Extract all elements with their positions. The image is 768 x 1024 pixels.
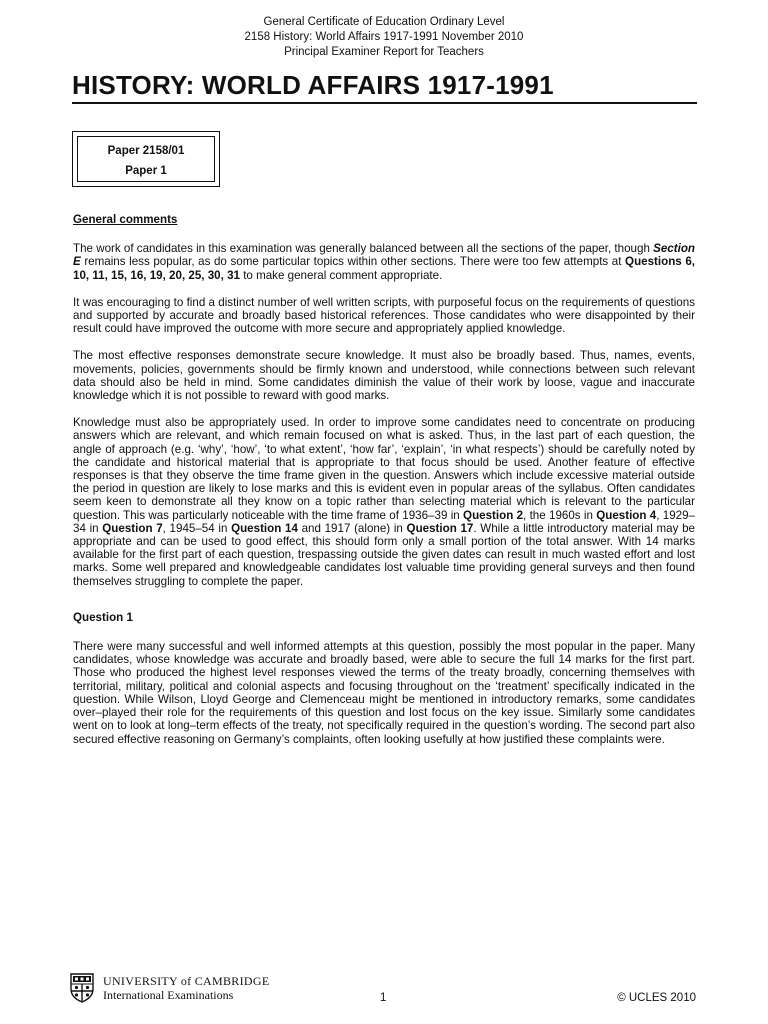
page-title: HISTORY: WORLD AFFAIRS 1917-1991 — [72, 70, 554, 100]
question-1-heading: Question 1 — [73, 610, 133, 624]
general-comments-paragraph-4: Knowledge must also be appropriately used. In order to improve some candidates need to concentrate on producing answers which are relevant, and which remain focused on what is asked. Thus, in the last part of each question, the angle of approach (e.g. ‘why’, ‘how’, ‘to what extent’, ‘how far’, ‘explain’, ‘in what respects’) should be carefully noted by the candidate and historical material that is appropriate to that focus should be used. Another feature of effective responses is that they observe the time frame given in the question. Answers which include excessive material outside the period in question are likely to lose marks and this is evident even in popular areas of the syllabus. Often candidates seem keen to demonstrate all they know on a topic rather than selecting material which is relevant to the particular question. This was particularly noticeable with the time frame of 1936–39 in Question 2, the 1960s in Question 4, 1929–34 in Question 7, 1945–54 in Question 14 and 1917 (alone) in Question 17. While a little introductory material may be appropriate and can be used to good effect, this should form only a small portion of the total answer. With 14 marks available for the first part of each question, trespassing outside the given dates can result in much wasted effort and lost marks. Some well prepared and knowledgeable candidates lost valuable time providing general surveys and then found themselves struggling to complete the paper. — [73, 416, 696, 588]
section-e-emphasis: Section E — [73, 242, 695, 269]
general-comments-paragraph-1: The work of candidates in this examination was generally balanced between all the sections of the paper, though Section E remains less popular, as do some particular topics within other sections. There were too few attempts at Questions 6, 10, 11, 15, 16, 19, 20, 25, 30, 31 to make general comment appropriate. — [73, 242, 695, 282]
question-2-reference: Question 2 — [463, 508, 524, 522]
general-comments-heading: General comments — [73, 213, 178, 226]
logo-wordmark — [103, 974, 269, 1002]
header-line-syllabus: 2158 History: World Affairs 1917-1991 November 2010 — [244, 31, 524, 43]
paper-info-box — [72, 131, 220, 187]
question-list-emphasis: Questions 6, 10, 11, 15, 16, 19, 20, 25, 30, 31 — [73, 255, 695, 282]
paper-info-box-inner — [77, 136, 215, 182]
logo-university-name: UNIVERSITY of CAMBRIDGE — [103, 974, 270, 988]
header-line-qualification: General Certificate of Education Ordinary Level — [263, 16, 505, 28]
header-line-report-type: Principal Examiner Report for Teachers — [284, 46, 484, 58]
page-header — [0, 15, 768, 60]
question-7-reference: Question 7 — [102, 521, 163, 535]
paper-name: Paper 1 — [125, 165, 167, 177]
question-4-reference: Question 4 — [596, 508, 657, 522]
copyright-notice: © UCLES 2010 — [617, 992, 696, 1004]
logo-international-examinations: International Examinations — [103, 988, 234, 1002]
question-1-paragraph: There were many successful and well informed attempts at this question, possibly the most popular in the paper. Many candidates, whose knowledge was accurate and broadly based, were able to secure the full 14 marks for the first part. Those who produced the highest level responses viewed the terms of the treaty broadly, concerning themselves with territorial, military, political and colonial aspects and focusing throughout on the ‘treatment’ specifically indicated in the question. While Wilson, Lloyd George and Clemenceau might be mentioned in introductory remarks, some candidates over–played their role for the requirements of this question and lost focus on the key issue. Similarly some candidates went on to look at long–term effects of the treaty, not specifically required in the question’s wording. The second part also secured effective reasoning on Germany’s complaints, often looking usefully at how justified these complaints were. — [73, 640, 695, 746]
question-17-reference: Question 17 — [406, 521, 474, 535]
general-comments-paragraph-2: It was encouraging to find a distinct number of well written scripts, with purposeful focus on the requirements of questions and supported by accurate and broadly based historical references. Those candidates who were disappointed by their result could have improved the outcome with more secure and appropriately applied knowledge. — [73, 295, 695, 336]
paper-code: Paper 2158/01 — [107, 145, 185, 157]
report-body — [73, 213, 695, 746]
general-comments-paragraph-3: The most effective responses demonstrate secure knowledge. It must also be broadly based. Thus, names, events, movements, policies, governments should be firmly known and understood, while connections between such relevant data should also be held in mind. Some candidates diminish the value of their work by loose, vague and inaccurate knowledge which it is not possible to reward with good marks. — [73, 349, 695, 403]
cambridge-shield-icon — [70, 973, 94, 1003]
title-underline-rule — [72, 102, 697, 104]
question-14-reference: Question 14 — [231, 521, 298, 535]
page-number: 1 — [380, 992, 387, 1004]
cambridge-logo — [70, 973, 270, 1005]
